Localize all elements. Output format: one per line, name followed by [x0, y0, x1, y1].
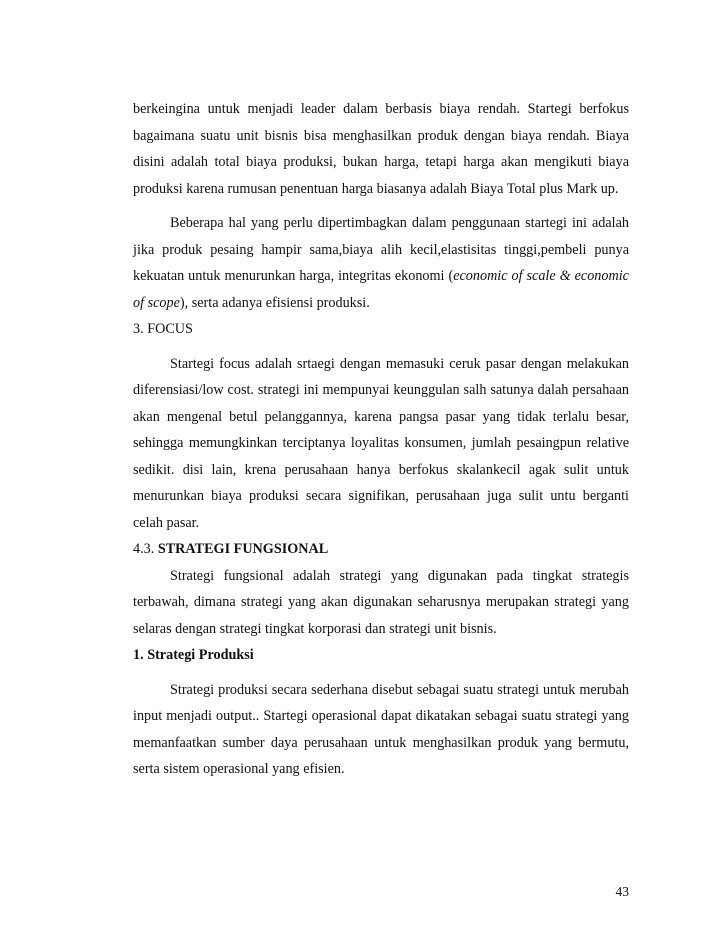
- section-heading-focus: 3. FOCUS: [133, 321, 193, 337]
- economic-scale-scope-italic: economic of scale & economic of scope: [133, 268, 629, 311]
- section-heading-functional-strategy: [133, 536, 629, 563]
- paragraph-cost-leadership: berkeingina untuk menjadi leader dalam berbasis biaya rendah. Startegi berfokus bagaimana suatu unit bisnis bisa menghasilkan produk dengan biaya rendah. Biaya disini adalah total biaya produksi, bukan harga, tetapi harga akan mengikuti biaya produksi karena rumusan penentuan harga biasanya adalah Biaya Total plus Mark up.: [133, 101, 629, 197]
- paragraph-functional-strategy: Strategi fungsional adalah strategi yang digunakan pada tingkat strategis terbawah, dimana strategi yang akan digunakan seharusnya merupakan strategi yang selaras dengan strategi tingkat korporasi dan strategi unit bisnis.: [133, 567, 629, 637]
- paragraph-considerations: [133, 210, 629, 316]
- paragraph-focus: Startegi focus adalah srtaegi dengan memasuki ceruk pasar dengan melakukan diferensiasi/low cost. strategi ini mempunyai keunggulan salh satunya dalah persahaan akan mengenal betul pelanggannya, karena pangsa pasar yang tidak terlalu besar, sehingga memungkinkan terciptanya loyalitas konsumen, jumlah pesaingpun relative sedikit. disi lain, krena perusahaan hanya berfokus skalankecil agak sulit untuk menurunkan biaya produksi secara signifikan, perusahaan juga sulit untu berganti celah pasar.: [133, 355, 629, 531]
- considerations-text-end: ), serta adanya efisiensi produksi.: [179, 294, 370, 311]
- section-title: STRATEGI FUNGSIONAL: [157, 541, 329, 557]
- considerations-text: Beberapa hal yang perlu dipertimbagkan dalam penggunaan startegi ini adalah jika produk pesaing hampir sama,biaya alih kecil,elastisitas tinggi,pembeli punya kekuatan untuk menurunkan harga, integritas ekonomi (: [133, 215, 629, 284]
- section-number: 4.3.: [133, 541, 158, 557]
- subsection-heading-production-strategy: 1. Strategi Produksi: [133, 647, 254, 663]
- paragraph-production-strategy: Strategi produksi secara sederhana disebut sebagai suatu strategi untuk merubah input menjadi output.. Startegi operasional dapat dikatakan sebagai suatu strategi yang memanfaatkan sumber daya perusahaan untuk menghasilkan produk yang bermutu, serta sistem operasional yang efisien.: [133, 681, 629, 777]
- page-number: 43: [615, 884, 629, 899]
- document-page: [133, 96, 629, 783]
